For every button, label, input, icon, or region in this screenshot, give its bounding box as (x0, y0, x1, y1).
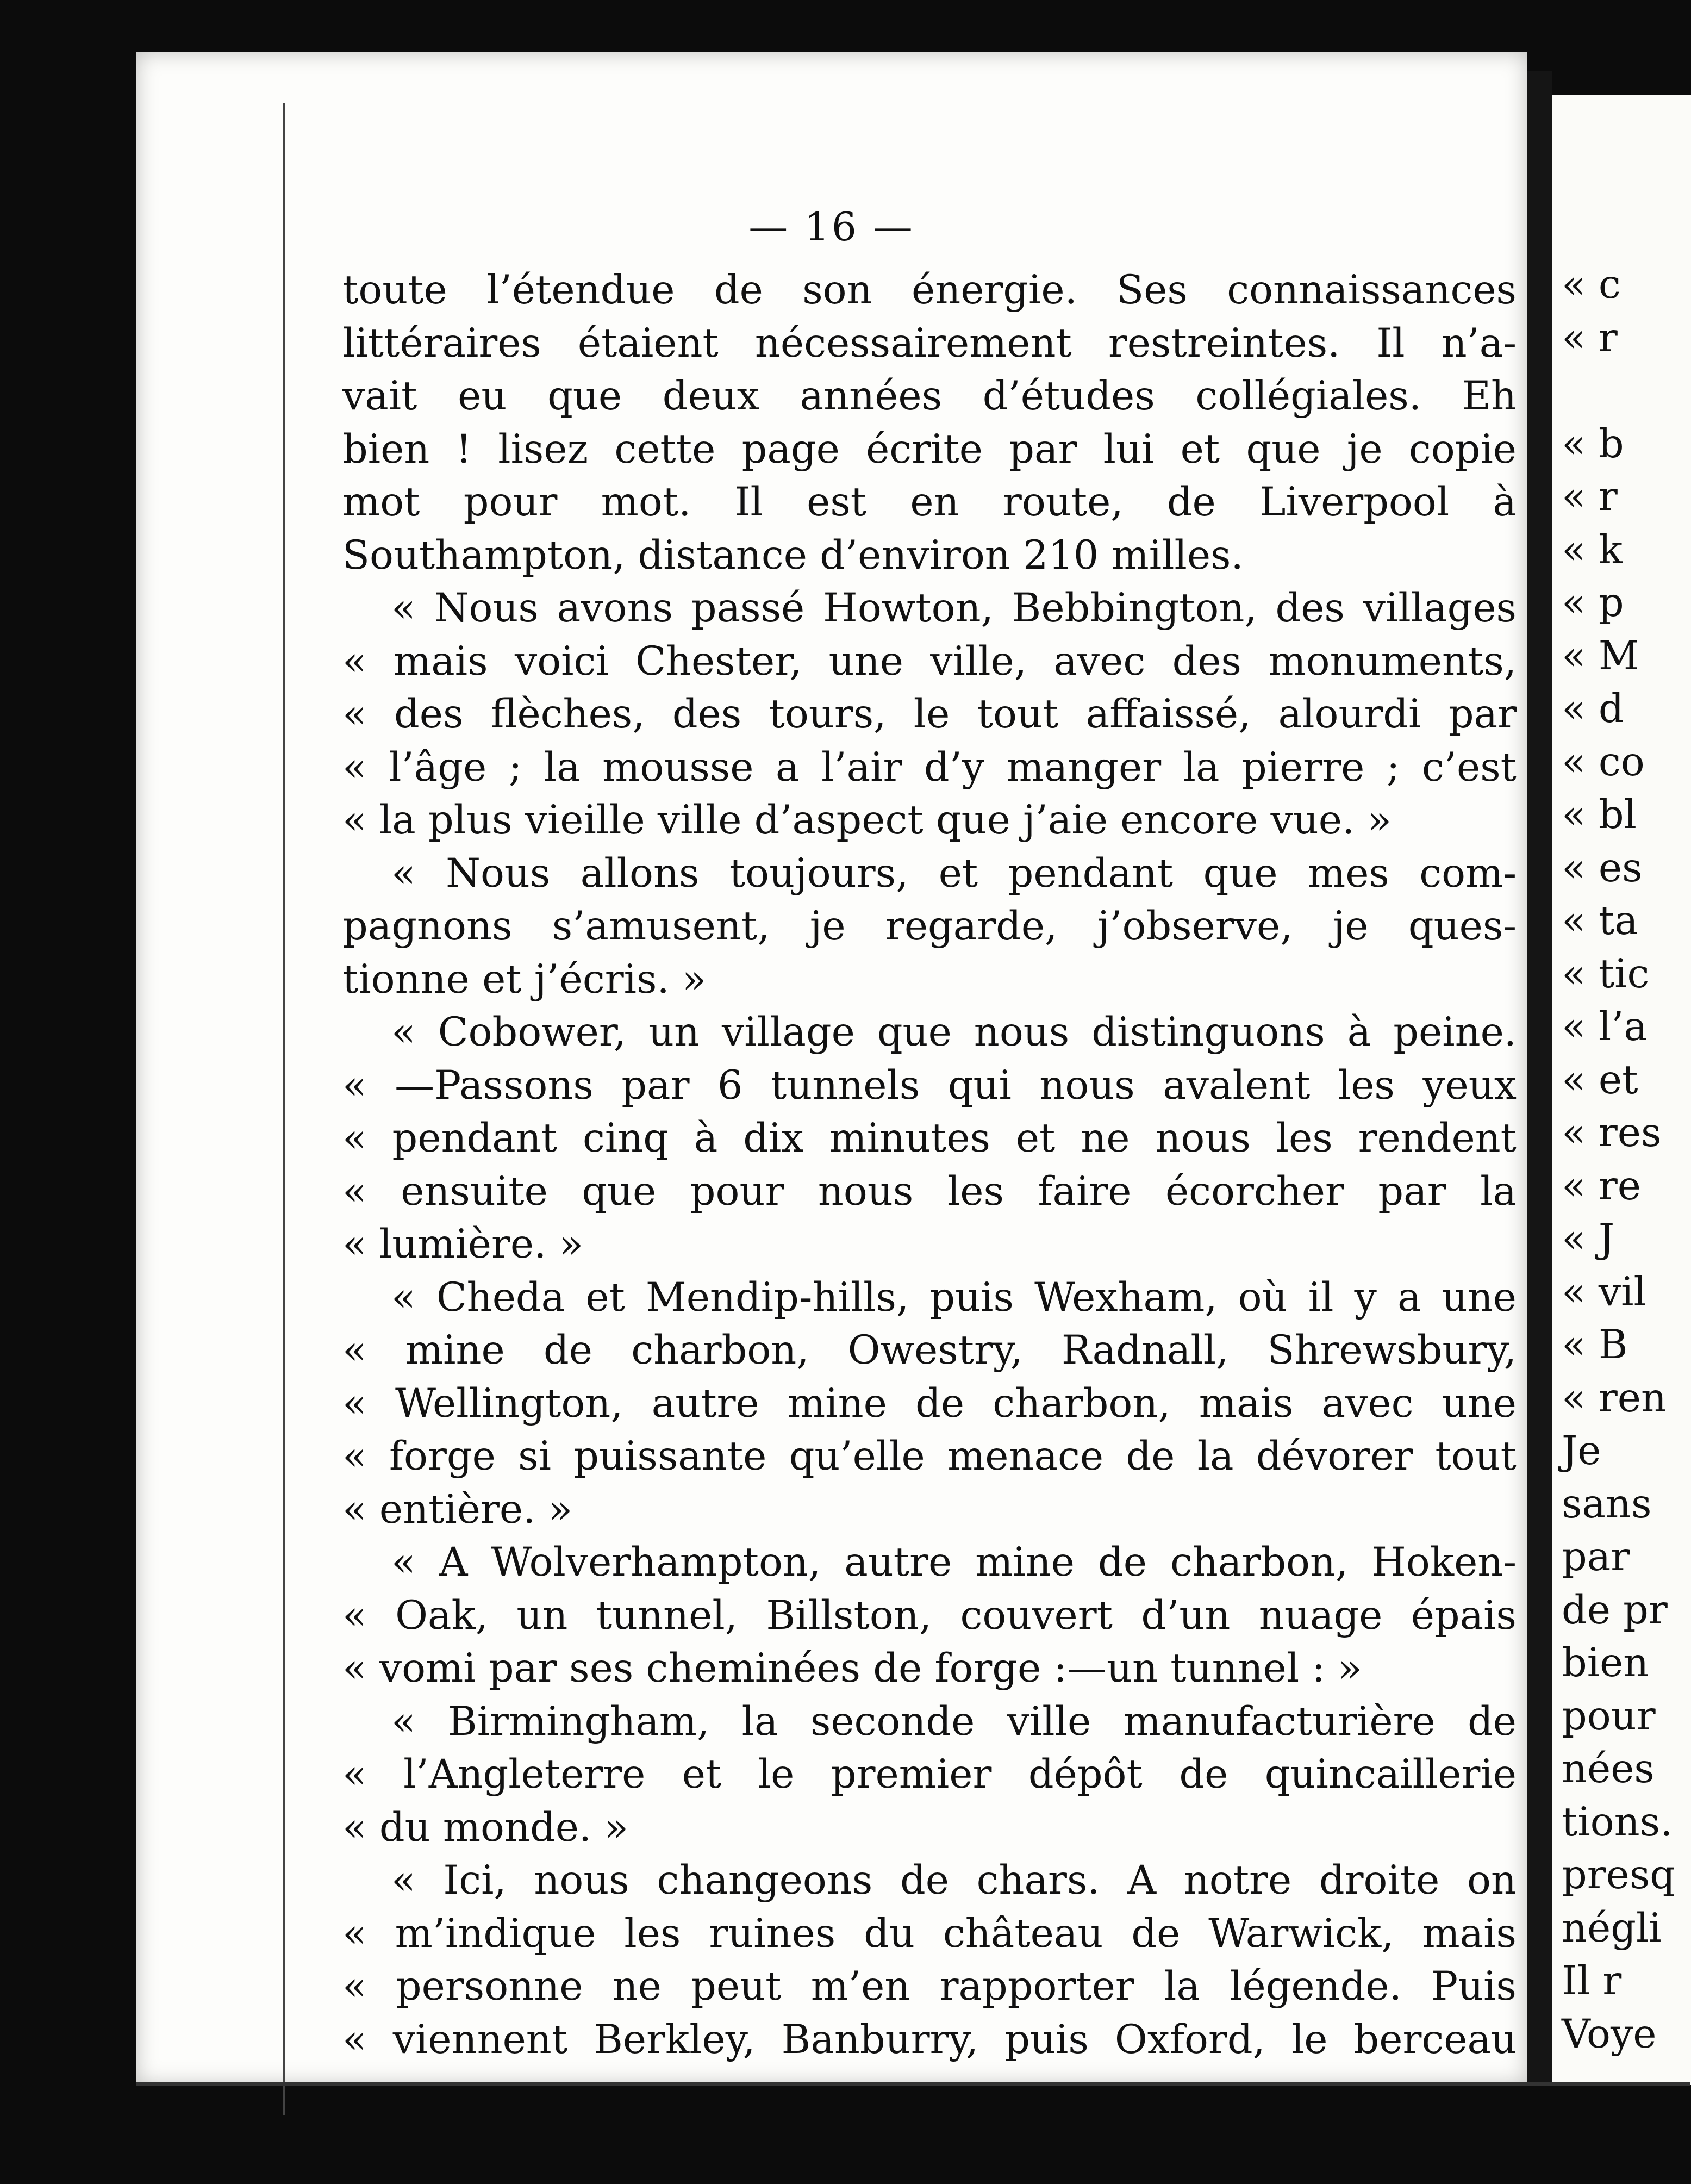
right-page-fragment: Il r (1562, 1958, 1622, 2004)
paragraph (342, 1854, 1517, 2066)
text-line: toute l’étendue de son énergie. Ses connaissances (342, 267, 1517, 313)
text-line: « Oak, un tunnel, Billston, couvert d’un nuage épais (342, 1592, 1517, 1639)
text-line: « personne ne peut m’en rapporter la légende. Puis (342, 1963, 1517, 2009)
text-line: « l’Angleterre et le premier dépôt de quincaillerie (342, 1751, 1517, 1797)
right-page (1552, 95, 1691, 2085)
right-page-fragment: pour (1562, 1693, 1656, 1739)
left-page (136, 52, 1527, 2085)
paragraph (342, 1536, 1517, 1695)
right-page-fragment: nées (1562, 1746, 1655, 1792)
right-page-fragment: « r (1562, 474, 1618, 520)
text-line: « —Passons par 6 tunnels qui nous avalent les yeux (342, 1062, 1517, 1109)
right-page-fragment: Je (1562, 1428, 1601, 1474)
text-line: « Cobower, un village que nous distinguons à peine. (391, 1009, 1517, 1055)
right-page-fragment: par (1562, 1534, 1630, 1580)
right-page-fragment: « p (1562, 580, 1624, 626)
right-page-fragment: Voye (1562, 2011, 1657, 2057)
text-line: « Nous avons passé Howton, Bebbington, des villages (391, 585, 1517, 631)
text-line: « Wellington, autre mine de charbon, mais avec une (342, 1380, 1517, 1427)
text-line: littéraires étaient nécessairement restreintes. Il n’a- (342, 320, 1517, 366)
right-page-fragment: sans (1562, 1480, 1652, 1527)
text-line: vait eu que deux années d’études collégiales. Eh (342, 373, 1517, 419)
right-page-fragment: « B (1562, 1322, 1628, 1368)
right-page-fragment (1562, 364, 1675, 418)
right-page-fragment: « b (1562, 420, 1624, 467)
paragraph (342, 847, 1517, 1006)
right-page-fragment: « l’a (1562, 1004, 1648, 1050)
text-line: tionne et j’écris. » (342, 956, 707, 1003)
right-page-fragment: « res (1562, 1110, 1662, 1156)
text-line: « m’indique les ruines du château de Warwick, mais (342, 1910, 1517, 1957)
text-line: « l’âge ; la mousse a l’air d’y manger la pierre ; c’est (342, 744, 1517, 791)
text-line: « A Wolverhampton, autre mine de charbon, Hoken- (391, 1539, 1517, 1585)
text-line: mot pour mot. Il est en route, de Liverpool à (342, 479, 1517, 525)
right-page-fragment: « bl (1562, 792, 1637, 838)
page-number: — 16 — (748, 204, 915, 250)
text-line: Southampton, distance d’environ 210 milles. (342, 532, 1244, 578)
text-line: « Nous allons toujours, et pendant que mes com- (391, 850, 1517, 897)
right-page-text (1562, 258, 1675, 2061)
bottom-edge (136, 2082, 1690, 2086)
text-line: « Cheda et Mendip-hills, puis Wexham, où il y a une (391, 1274, 1517, 1321)
text-line: bien ! lisez cette page écrite par lui et que je copie (342, 426, 1517, 472)
right-page-fragment: « co (1562, 738, 1645, 785)
right-page-fragment: « et (1562, 1056, 1638, 1103)
body-text (342, 264, 1517, 2066)
text-line: « la plus vieille ville d’aspect que j’aie encore vue. » (342, 797, 1392, 843)
right-page-fragment: presq (1562, 1852, 1676, 1898)
text-line: « entière. » (342, 1486, 573, 1533)
right-page-fragment: « re (1562, 1162, 1641, 1209)
right-page-fragment: « ta (1562, 898, 1638, 944)
page-edge (283, 103, 285, 2115)
right-page-fragment: « es (1562, 844, 1643, 891)
text-line: « viennent Berkley, Banburry, puis Oxford, le berceau (342, 2016, 1517, 2063)
text-line: « Birmingham, la seconde ville manufacturière de (391, 1698, 1517, 1745)
paragraph (342, 1271, 1517, 1536)
paragraph (342, 582, 1517, 847)
text-line: « mine de charbon, Owestry, Radnall, Shrewsbury, (342, 1327, 1517, 1373)
text-line: « du monde. » (342, 1804, 629, 1851)
right-page-fragment: « J (1562, 1216, 1615, 1262)
book-gutter (1527, 71, 1552, 2082)
right-page-fragment: négli (1562, 1905, 1662, 1951)
text-line: « forge si puissante qu’elle menace de la dévorer tout (342, 1433, 1517, 1479)
text-line: « pendant cinq à dix minutes et ne nous les rendent (342, 1115, 1517, 1161)
paragraph (342, 1695, 1517, 1855)
text-line: « ensuite que pour nous les faire écorcher par la (342, 1168, 1517, 1215)
text-line: « des flèches, des tours, le tout affaissé, alourdi par (342, 691, 1517, 737)
text-line: « lumière. » (342, 1221, 584, 1267)
right-page-fragment: « d (1562, 686, 1624, 732)
text-line: pagnons s’amusent, je regarde, j’observe, je ques- (342, 903, 1517, 949)
right-page-fragment: « tic (1562, 950, 1650, 997)
right-page-fragment: « ren (1562, 1374, 1667, 1421)
right-page-fragment: de pr (1562, 1586, 1668, 1633)
text-line: « vomi par ses cheminées de forge :—un tunnel : » (342, 1645, 1362, 1691)
paragraph (342, 1006, 1517, 1271)
right-page-fragment: « M (1562, 632, 1639, 679)
right-page-fragment: tions. (1562, 1799, 1673, 1845)
right-page-fragment: « r (1562, 314, 1618, 361)
right-page-fragment: « k (1562, 526, 1623, 573)
right-page-fragment: « vil (1562, 1268, 1646, 1315)
paragraph (342, 264, 1517, 582)
text-line: « Ici, nous changeons de chars. A notre droite on (391, 1857, 1517, 1903)
right-page-fragment: « c (1562, 262, 1621, 308)
text-line: « mais voici Chester, une ville, avec des monuments, (342, 638, 1517, 685)
right-page-fragment: bien (1562, 1640, 1649, 1686)
